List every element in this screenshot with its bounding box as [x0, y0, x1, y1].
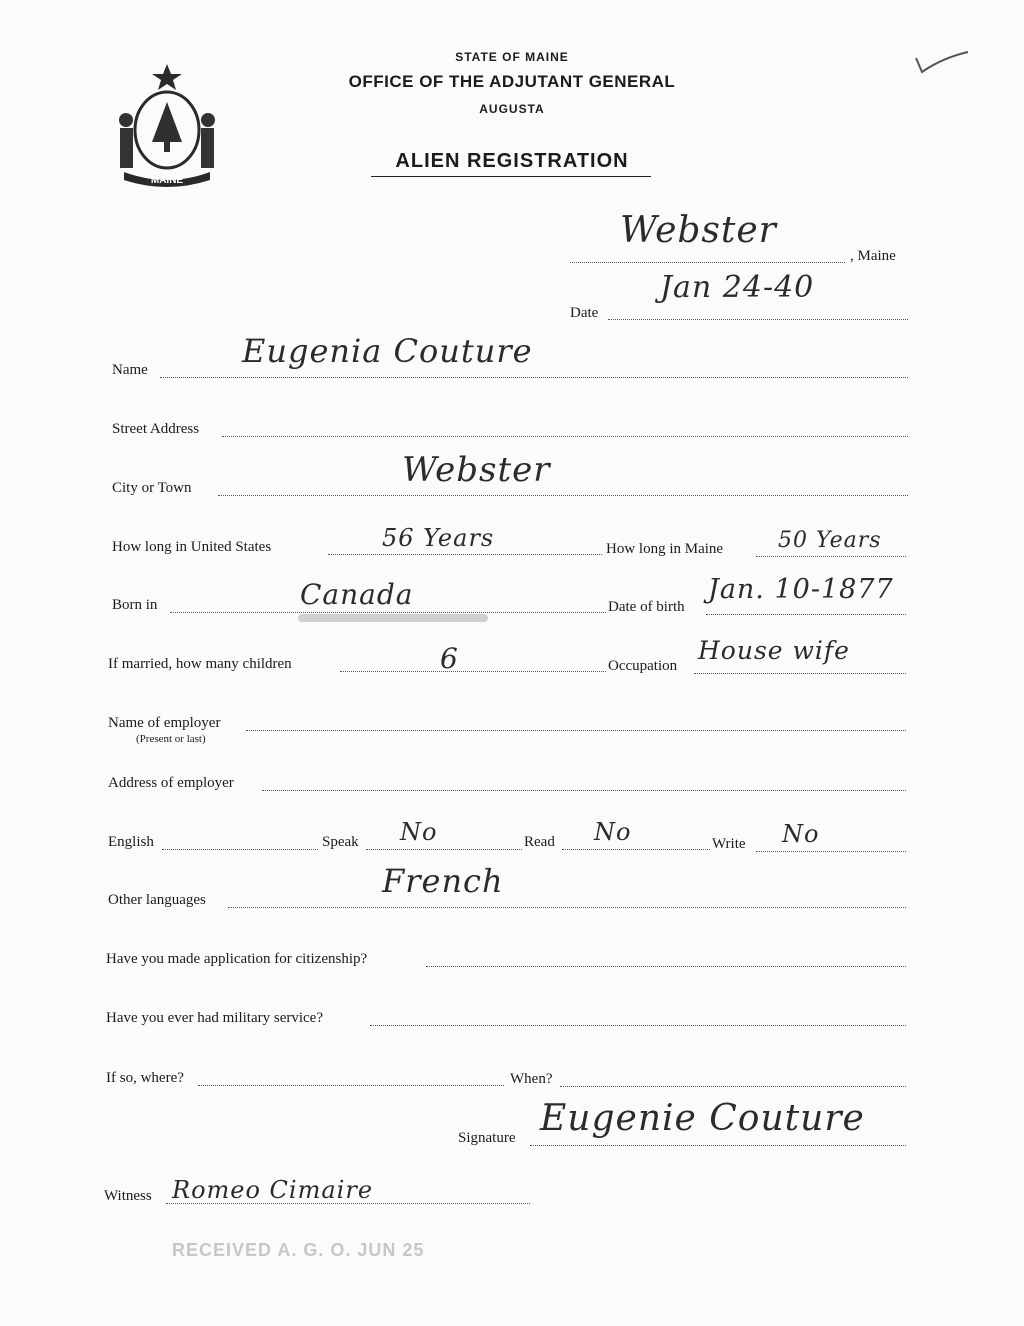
other-languages-value: French: [382, 862, 504, 900]
header-office: OFFICE OF THE ADJUTANT GENERAL: [348, 72, 676, 91]
witness-value: Romeo Cimaire: [172, 1176, 374, 1204]
town-suffix-label: , Maine: [850, 248, 896, 264]
read-label: Read: [524, 834, 555, 850]
received-stamp: RECEIVED A. G. O. JUN 25: [172, 1240, 425, 1260]
children-line: [340, 671, 606, 672]
dob-value: Jan. 10-1877: [708, 574, 894, 605]
write-line: [756, 851, 906, 852]
employer-line: [246, 730, 906, 731]
speak-value: No: [400, 818, 438, 846]
when-line: [560, 1086, 906, 1087]
street-line: [222, 436, 908, 437]
signature-line: [530, 1145, 906, 1146]
where-line: [198, 1085, 504, 1086]
howlong-us-value: 56 Years: [382, 524, 495, 552]
dob-line: [706, 614, 906, 615]
citizenship-line: [426, 966, 906, 967]
name-line: [160, 377, 908, 378]
english-label: English: [108, 834, 154, 850]
where-label: If so, where?: [106, 1070, 184, 1086]
read-value: No: [594, 818, 632, 846]
speak-label: Speak: [322, 834, 359, 850]
header-city: AUGUSTA: [479, 102, 545, 116]
city-label: City or Town: [112, 480, 192, 496]
other-languages-label: Other languages: [108, 892, 206, 908]
employer-label: Name of employer: [108, 715, 221, 731]
dob-label: Date of birth: [608, 599, 685, 615]
witness-label: Witness: [104, 1188, 152, 1204]
write-value: No: [782, 820, 820, 848]
city-line: [218, 495, 908, 496]
signature-label: Signature: [458, 1130, 516, 1146]
when-label: When?: [510, 1071, 553, 1087]
write-label: Write: [712, 836, 746, 852]
howlong-me-line: [756, 556, 906, 557]
date-value: Jan 24-40: [660, 270, 815, 305]
date-line: [608, 319, 908, 320]
military-label: Have you ever had military service?: [106, 1010, 323, 1026]
header-state: STATE OF MAINE: [455, 50, 569, 64]
town-value: Webster: [620, 210, 777, 251]
speak-line: [366, 849, 522, 850]
name-label: Name: [112, 362, 148, 378]
read-line: [562, 849, 710, 850]
children-value: 6: [440, 642, 459, 675]
name-value: Eugenia Couture: [242, 332, 533, 370]
occupation-value: House wife: [698, 636, 850, 665]
howlong-us-label: How long in United States: [112, 539, 272, 555]
born-value: Canada: [300, 578, 414, 611]
military-line: [370, 1025, 906, 1026]
howlong-me-value: 50 Years: [778, 528, 882, 553]
occupation-line: [694, 673, 906, 674]
english-line: [162, 849, 318, 850]
employer-address-label: Address of employer: [108, 775, 234, 791]
city-value: Webster: [402, 450, 551, 490]
signature-value: Eugenie Couture: [540, 1098, 865, 1139]
street-label: Street Address: [112, 421, 200, 437]
title-underline: [371, 176, 651, 177]
born-underline-scribble: [298, 614, 488, 622]
children-label: If married, how many children: [108, 656, 292, 672]
employer-sublabel: (Present or last): [136, 733, 206, 745]
howlong-me-label: How long in Maine: [606, 541, 724, 557]
employer-address-line: [262, 790, 906, 791]
howlong-us-line: [328, 554, 602, 555]
town-line: [570, 262, 845, 263]
form-title: ALIEN REGISTRATION: [395, 150, 629, 172]
check-mark: [912, 48, 972, 83]
born-label: Born in: [112, 597, 158, 613]
occupation-label: Occupation: [608, 658, 678, 674]
other-languages-line: [228, 907, 906, 908]
date-label: Date: [570, 305, 599, 321]
seal-text: MAINE: [150, 175, 184, 186]
citizenship-label: Have you made application for citizenship?: [106, 951, 368, 967]
born-line: [170, 612, 606, 613]
